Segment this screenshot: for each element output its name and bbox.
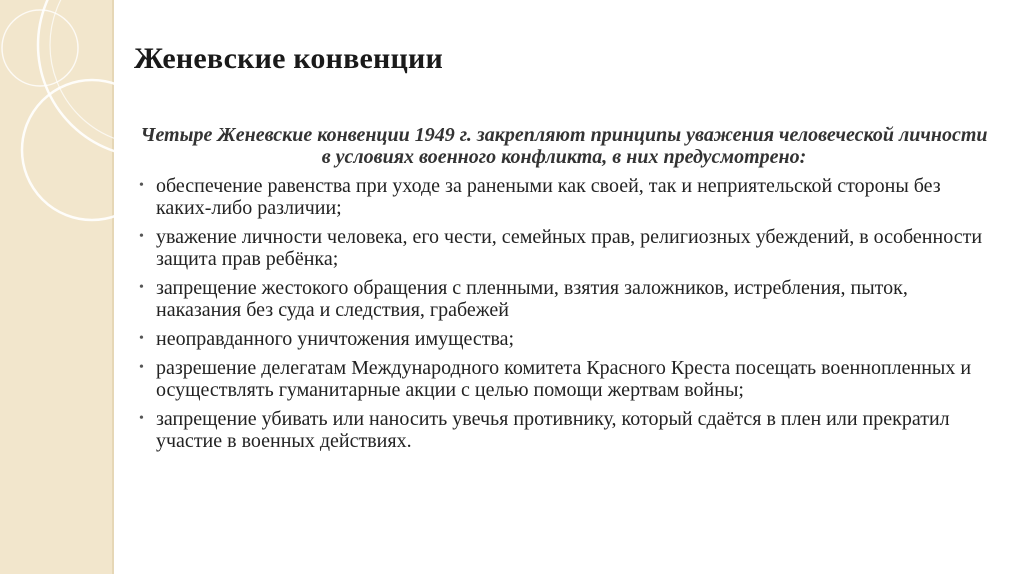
- bullet-marker: •: [139, 229, 144, 244]
- list-item-text: запрещение убивать или наносить увечья противнику, который сдаётся в плен или прекратил участие в военных действиях.: [156, 408, 950, 452]
- slide-title: Женевские конвенции: [134, 42, 443, 75]
- list-item-text: разрешение делегатам Международного комитета Красного Креста посещать военнопленных и осуществлять гуманитарные акции с целью помощи жертвам войны;: [156, 357, 972, 401]
- intro-paragraph: Четыре Женевские конвенции 1949 г. закрепляют принципы уважения человеческой личности в условиях военного конфликта, в них предусмотрено:: [140, 124, 988, 168]
- list-item: [138, 408, 990, 452]
- side-band-edge: [112, 0, 114, 574]
- slide-body: [138, 124, 990, 452]
- bullet-list: [138, 175, 990, 452]
- bullet-marker: •: [139, 331, 144, 346]
- bullet-marker: •: [139, 178, 144, 193]
- list-item-text: запрещение жестокого обращения с пленными, взятия заложников, истребления, пыток, наказания без суда и следствия, грабежей: [156, 277, 908, 321]
- list-item: [138, 328, 990, 350]
- list-item-text: уважение личности человека, его чести, семейных прав, религиозных убеждений, в особенности защита прав ребёнка;: [156, 226, 983, 270]
- bullet-marker: •: [139, 411, 144, 426]
- list-item-text: обеспечение равенства при уходе за ранеными как своей, так и неприятельской стороны без каких-либо различии;: [156, 175, 941, 219]
- bullet-marker: •: [139, 360, 144, 375]
- list-item: [138, 277, 990, 321]
- decorative-side-band: [0, 0, 112, 574]
- list-item: [138, 226, 990, 270]
- list-item: [138, 175, 990, 219]
- list-item: [138, 357, 990, 401]
- list-item-text: неоправданного уничтожения имущества;: [156, 328, 515, 350]
- bullet-marker: •: [139, 280, 144, 295]
